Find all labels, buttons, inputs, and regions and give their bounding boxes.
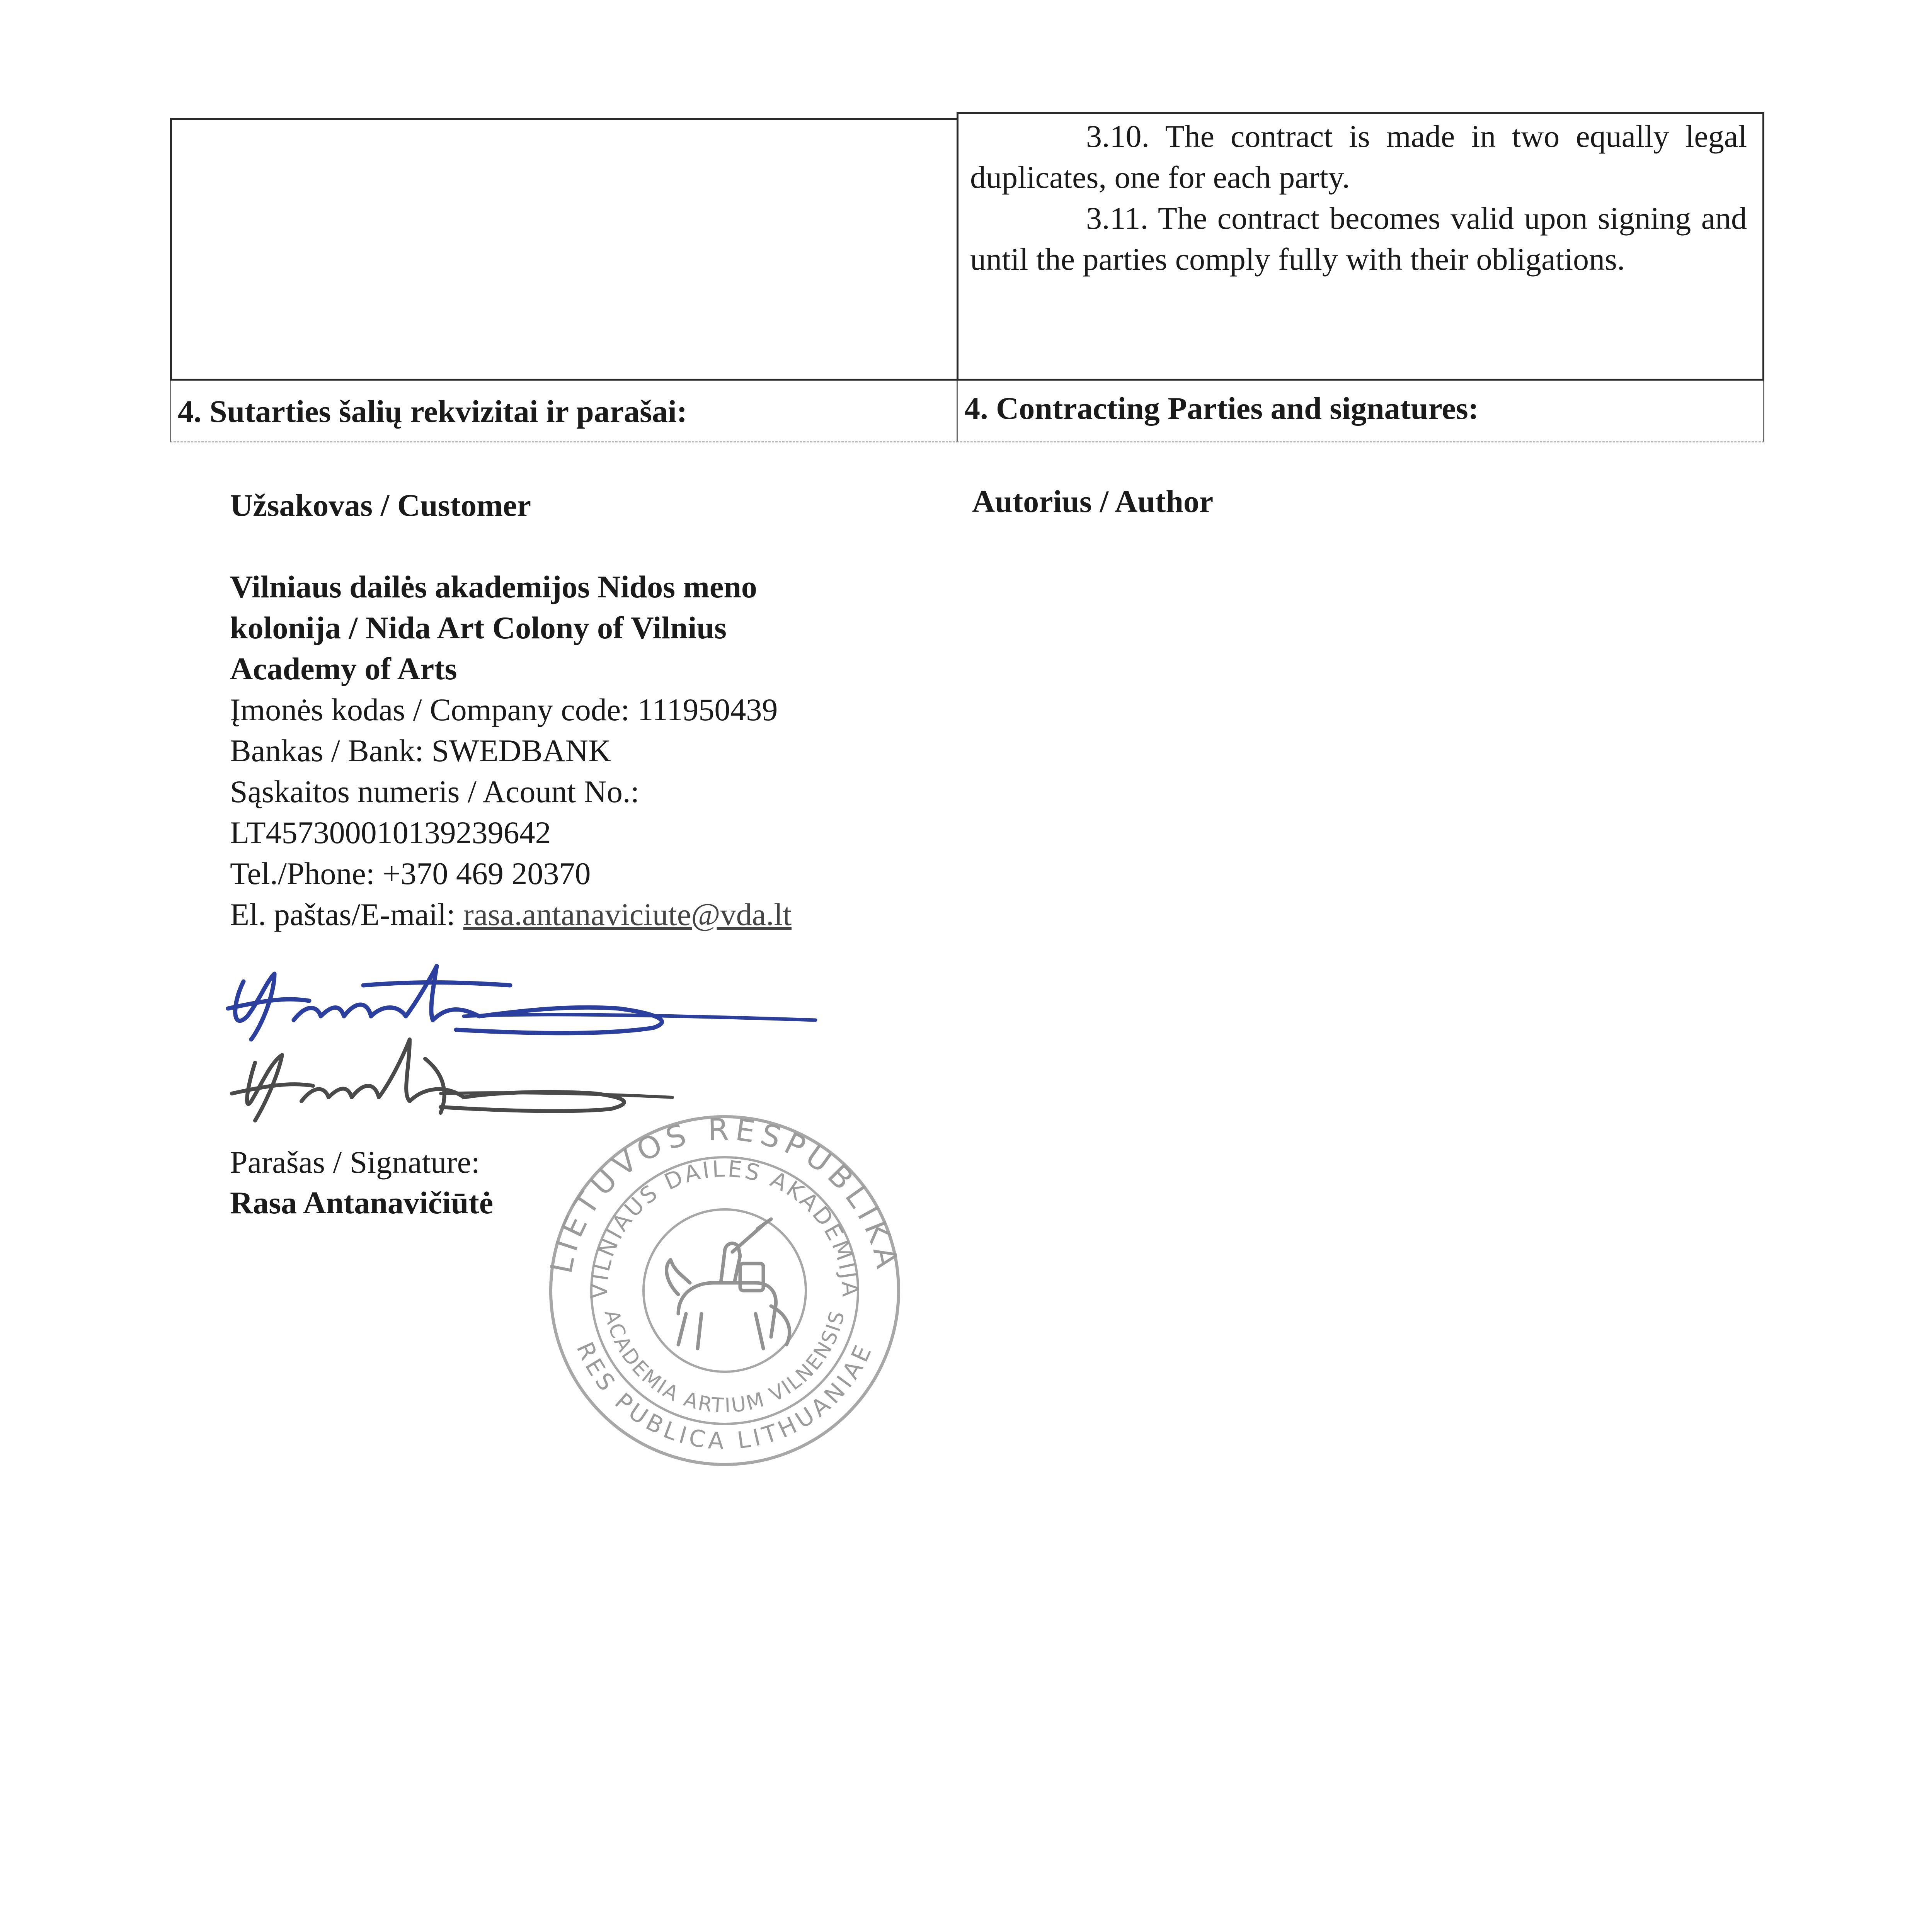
email-line bbox=[230, 894, 792, 935]
author-role: Autorius / Author bbox=[972, 484, 1214, 519]
clause-3-11-text: The contract becomes valid upon signing and until the parties comply fully with their obligations. bbox=[970, 201, 1747, 277]
official-seal bbox=[539, 1113, 910, 1468]
clause-3-10 bbox=[970, 116, 1747, 198]
account-label: Sąskaitos numeris / Acount No.: bbox=[230, 774, 640, 809]
customer-name-line-1: Vilniaus dailės akademijos Nidos meno bbox=[230, 569, 757, 604]
seal-inner-bottom-text: ACADEMIA ARTIUM VILNENSIS bbox=[599, 1308, 850, 1418]
section-4-heading-en: 4. Contracting Parties and signatures: bbox=[964, 391, 1479, 426]
seal-outer-bottom-text: RES PUBLICA LITHUANIAE bbox=[571, 1338, 878, 1455]
email-label: El. paštas/E-mail: bbox=[230, 897, 463, 932]
phone: Tel./Phone: +370 469 20370 bbox=[230, 856, 591, 891]
company-code: Įmonės kodas / Company code: 111950439 bbox=[230, 692, 778, 727]
bank: Bankas / Bank: SWEDBANK bbox=[230, 733, 611, 768]
seal-outer-top-text: LIETUVOS RESPUBLIKA bbox=[544, 1112, 906, 1277]
customer-role: Užsakovas / Customer bbox=[230, 488, 531, 523]
seal-inner-top-text: VILNIAUS DAILĖS AKADEMIJA bbox=[586, 1155, 864, 1299]
signatory-name: Rasa Antanavičiūtė bbox=[230, 1185, 494, 1220]
clause-3-11 bbox=[970, 198, 1747, 280]
email-link[interactable]: rasa.antanaviciute@vda.lt bbox=[463, 897, 792, 932]
table-cell-left-empty bbox=[170, 118, 958, 381]
clause-3-10-number: 3.10. bbox=[1086, 119, 1149, 154]
customer-name-line-2: kolonija / Nida Art Colony of Vilnius bbox=[230, 610, 727, 645]
account-number: LT457300010139239642 bbox=[230, 815, 551, 850]
vytis-emblem bbox=[667, 1219, 790, 1349]
signature-label: Parašas / Signature: bbox=[230, 1145, 480, 1180]
customer-name-line-3: Academy of Arts bbox=[230, 651, 457, 686]
section-4-heading-lt: 4. Sutarties šalių rekvizitai ir parašai: bbox=[178, 394, 688, 429]
clause-3-11-number: 3.11. bbox=[1086, 201, 1148, 236]
clause-3-10-text: The contract is made in two equally legal duplicates, one for each party. bbox=[970, 119, 1747, 195]
